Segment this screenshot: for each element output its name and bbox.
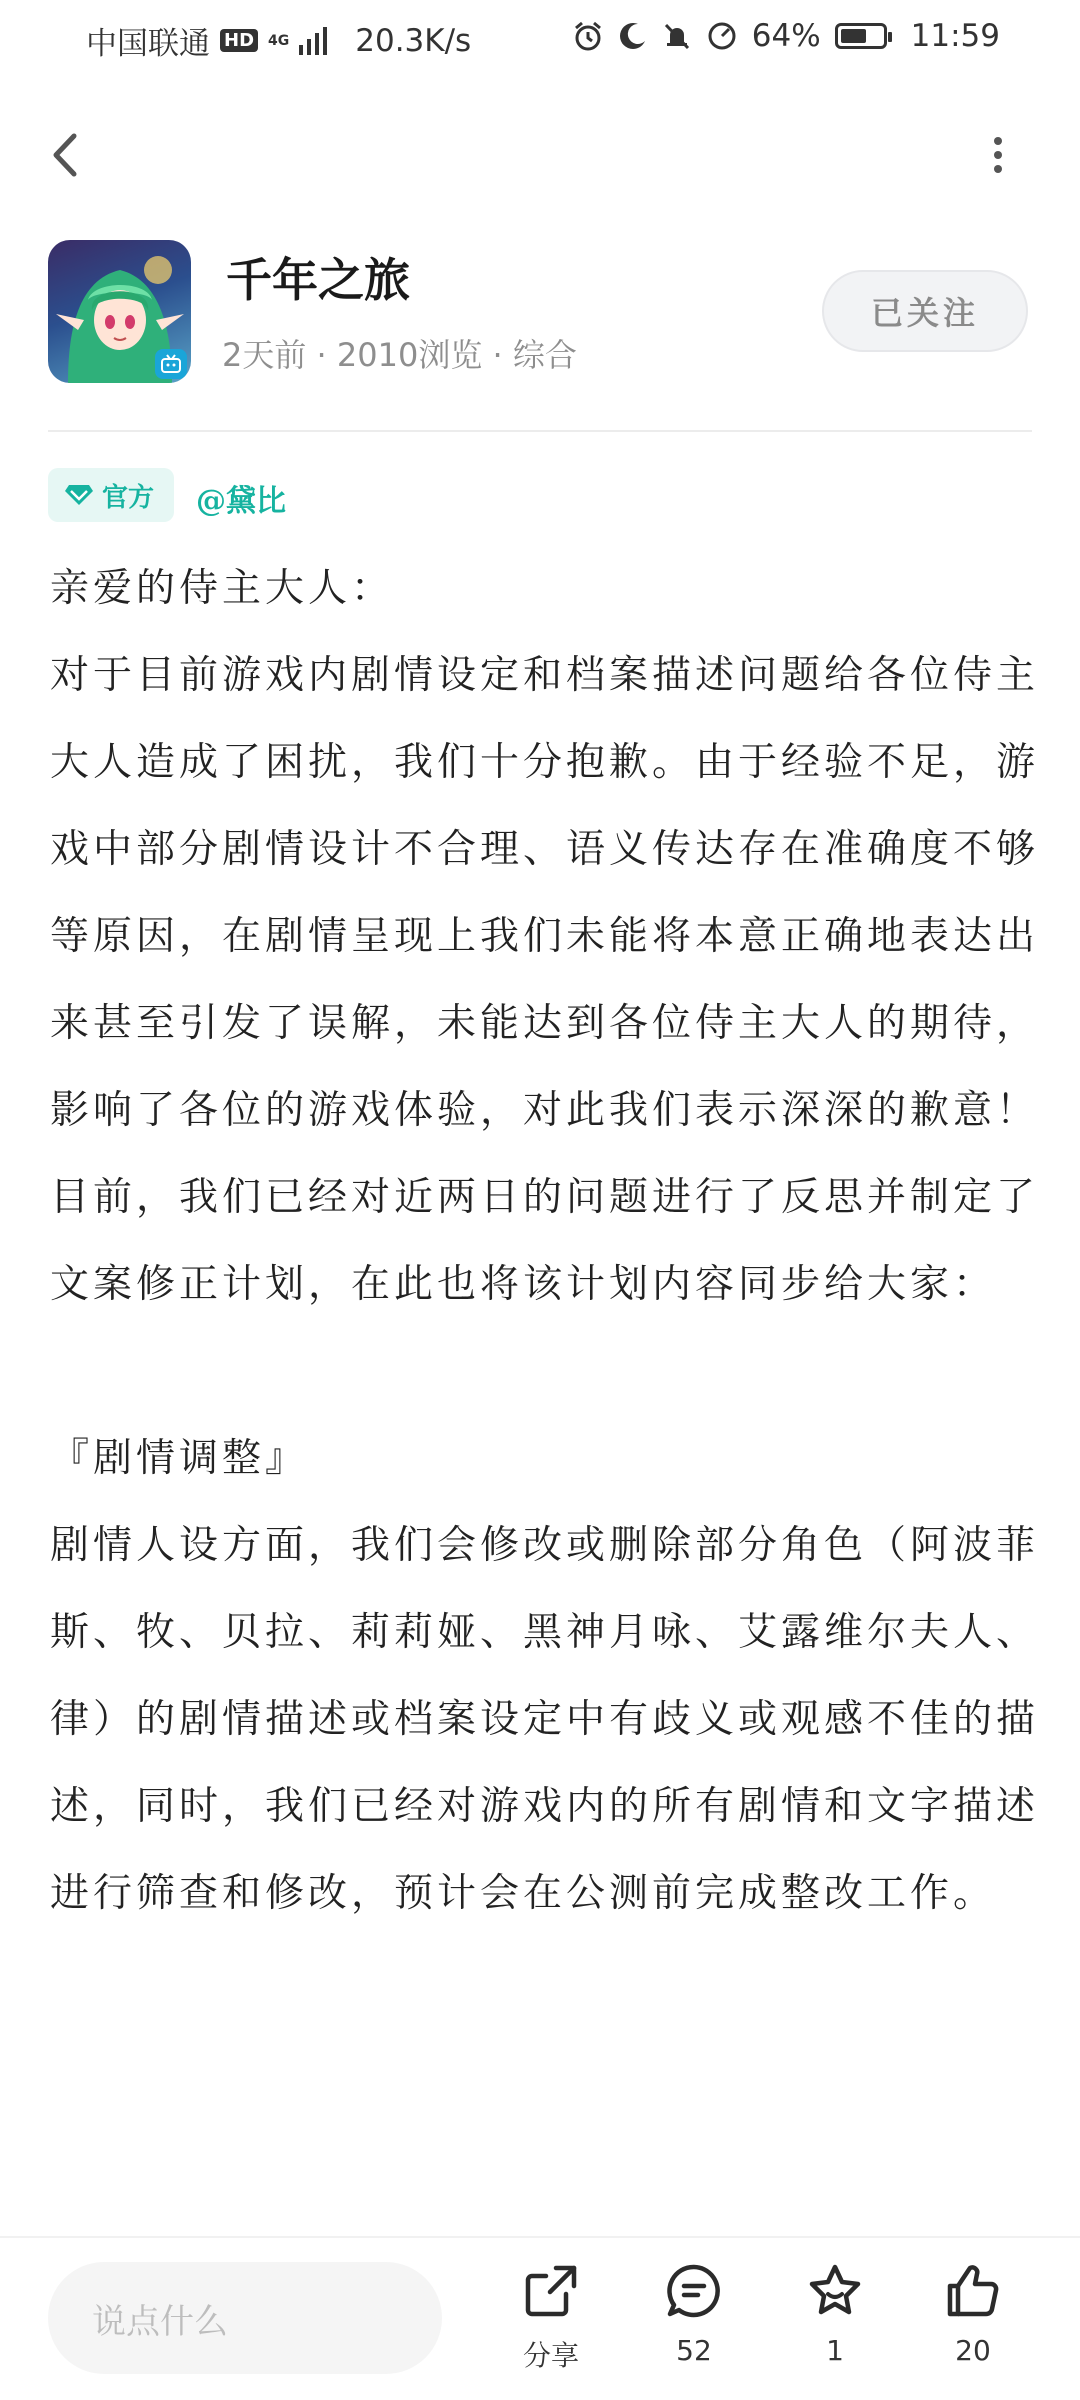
status-bar	[0, 0, 1080, 72]
game-avatar[interactable]	[48, 240, 191, 383]
status-right	[572, 18, 1000, 54]
meta-separator: ·	[316, 336, 337, 374]
comment-input[interactable]: 说点什么	[48, 2262, 442, 2374]
signal-icon	[299, 27, 329, 55]
header-divider	[48, 430, 1032, 432]
follow-button[interactable]: 已关注	[822, 270, 1028, 352]
moon-icon	[618, 21, 648, 51]
story-adjust-paragraph: 剧情人设方面，我们会修改或删除部分角色（阿波菲斯、牧、贝拉、莉莉娅、黑神月咏、艾露维尔夫人、律）的剧情描述或档案设定中有歧义或观感不佳的描述，同时，我们已经对游戏内的所有剧情和文字描述进行筛查和修改，预计会在公测前完成整改工作。	[50, 1523, 1040, 1916]
alarm-icon	[572, 20, 604, 52]
view-count: 2010浏览	[336, 336, 483, 374]
official-badge	[48, 468, 174, 522]
thumbs-up-icon	[944, 2262, 1002, 2320]
apology-paragraph: 对于目前游戏内剧情设定和档案描述问题给各位侍主大人造成了困扰，我们十分抱歉。由于经验不足，游戏中部分剧情设计不合理、语义传达存在准确度不够等原因，在剧情呈现上我们未能将本意正确地表达出来甚至引发了误解，未能达到各位侍主大人的期待，影响了各位的游戏体验，对此我们表示深深的歉意！	[50, 653, 1040, 1133]
post-time: 2天前	[222, 336, 307, 374]
battery-icon	[835, 23, 887, 49]
bottom-divider	[0, 2236, 1080, 2238]
post-category: 综合	[512, 336, 577, 374]
battery-level	[841, 29, 867, 43]
blank-line	[50, 1328, 1040, 1415]
game-title[interactable]: 千年之旅	[226, 253, 410, 307]
more-options-button[interactable]	[978, 125, 1018, 185]
comments-count: 52	[676, 2334, 712, 2367]
mute-icon	[662, 21, 692, 51]
more-vertical-icon	[978, 125, 1018, 185]
section-heading: 『剧情调整』	[50, 1436, 309, 1481]
battery-percent: 64%	[751, 18, 821, 54]
like-button[interactable]	[918, 2262, 1028, 2382]
plan-paragraph: 目前，我们已经对近两日的问题进行了反思并制定了文案修正计划，在此也将该计划内容同步给大家：	[50, 1175, 1040, 1307]
back-button[interactable]	[40, 120, 90, 190]
clock: 11:59	[910, 18, 1000, 54]
carrier-name: 中国联通	[86, 26, 210, 62]
share-icon	[522, 2262, 580, 2320]
star-icon	[806, 2262, 864, 2320]
diamond-icon	[64, 483, 94, 507]
mention-link[interactable]: @黛比	[196, 484, 286, 519]
comments-button[interactable]	[639, 2262, 749, 2382]
share-button[interactable]	[496, 2262, 606, 2382]
article-body	[50, 545, 1040, 1937]
official-label: 官方	[102, 482, 155, 513]
data-saver-icon	[706, 20, 738, 52]
tv-badge-icon	[155, 349, 187, 379]
network-type: 4G	[268, 32, 290, 49]
meta-separator: ·	[492, 336, 513, 374]
post-meta	[222, 330, 577, 376]
favorites-count: 1	[826, 2334, 844, 2367]
likes-count: 20	[955, 2334, 991, 2367]
hd-badge: HD	[220, 29, 258, 52]
chevron-left-icon	[40, 120, 90, 190]
favorite-button[interactable]	[780, 2262, 890, 2382]
greeting-paragraph: 亲爱的侍主大人：	[50, 566, 395, 611]
share-label: 分享	[522, 2339, 579, 2372]
comment-icon	[665, 2262, 723, 2320]
status-left	[86, 18, 471, 63]
network-speed: 20.3K/s	[355, 22, 472, 59]
